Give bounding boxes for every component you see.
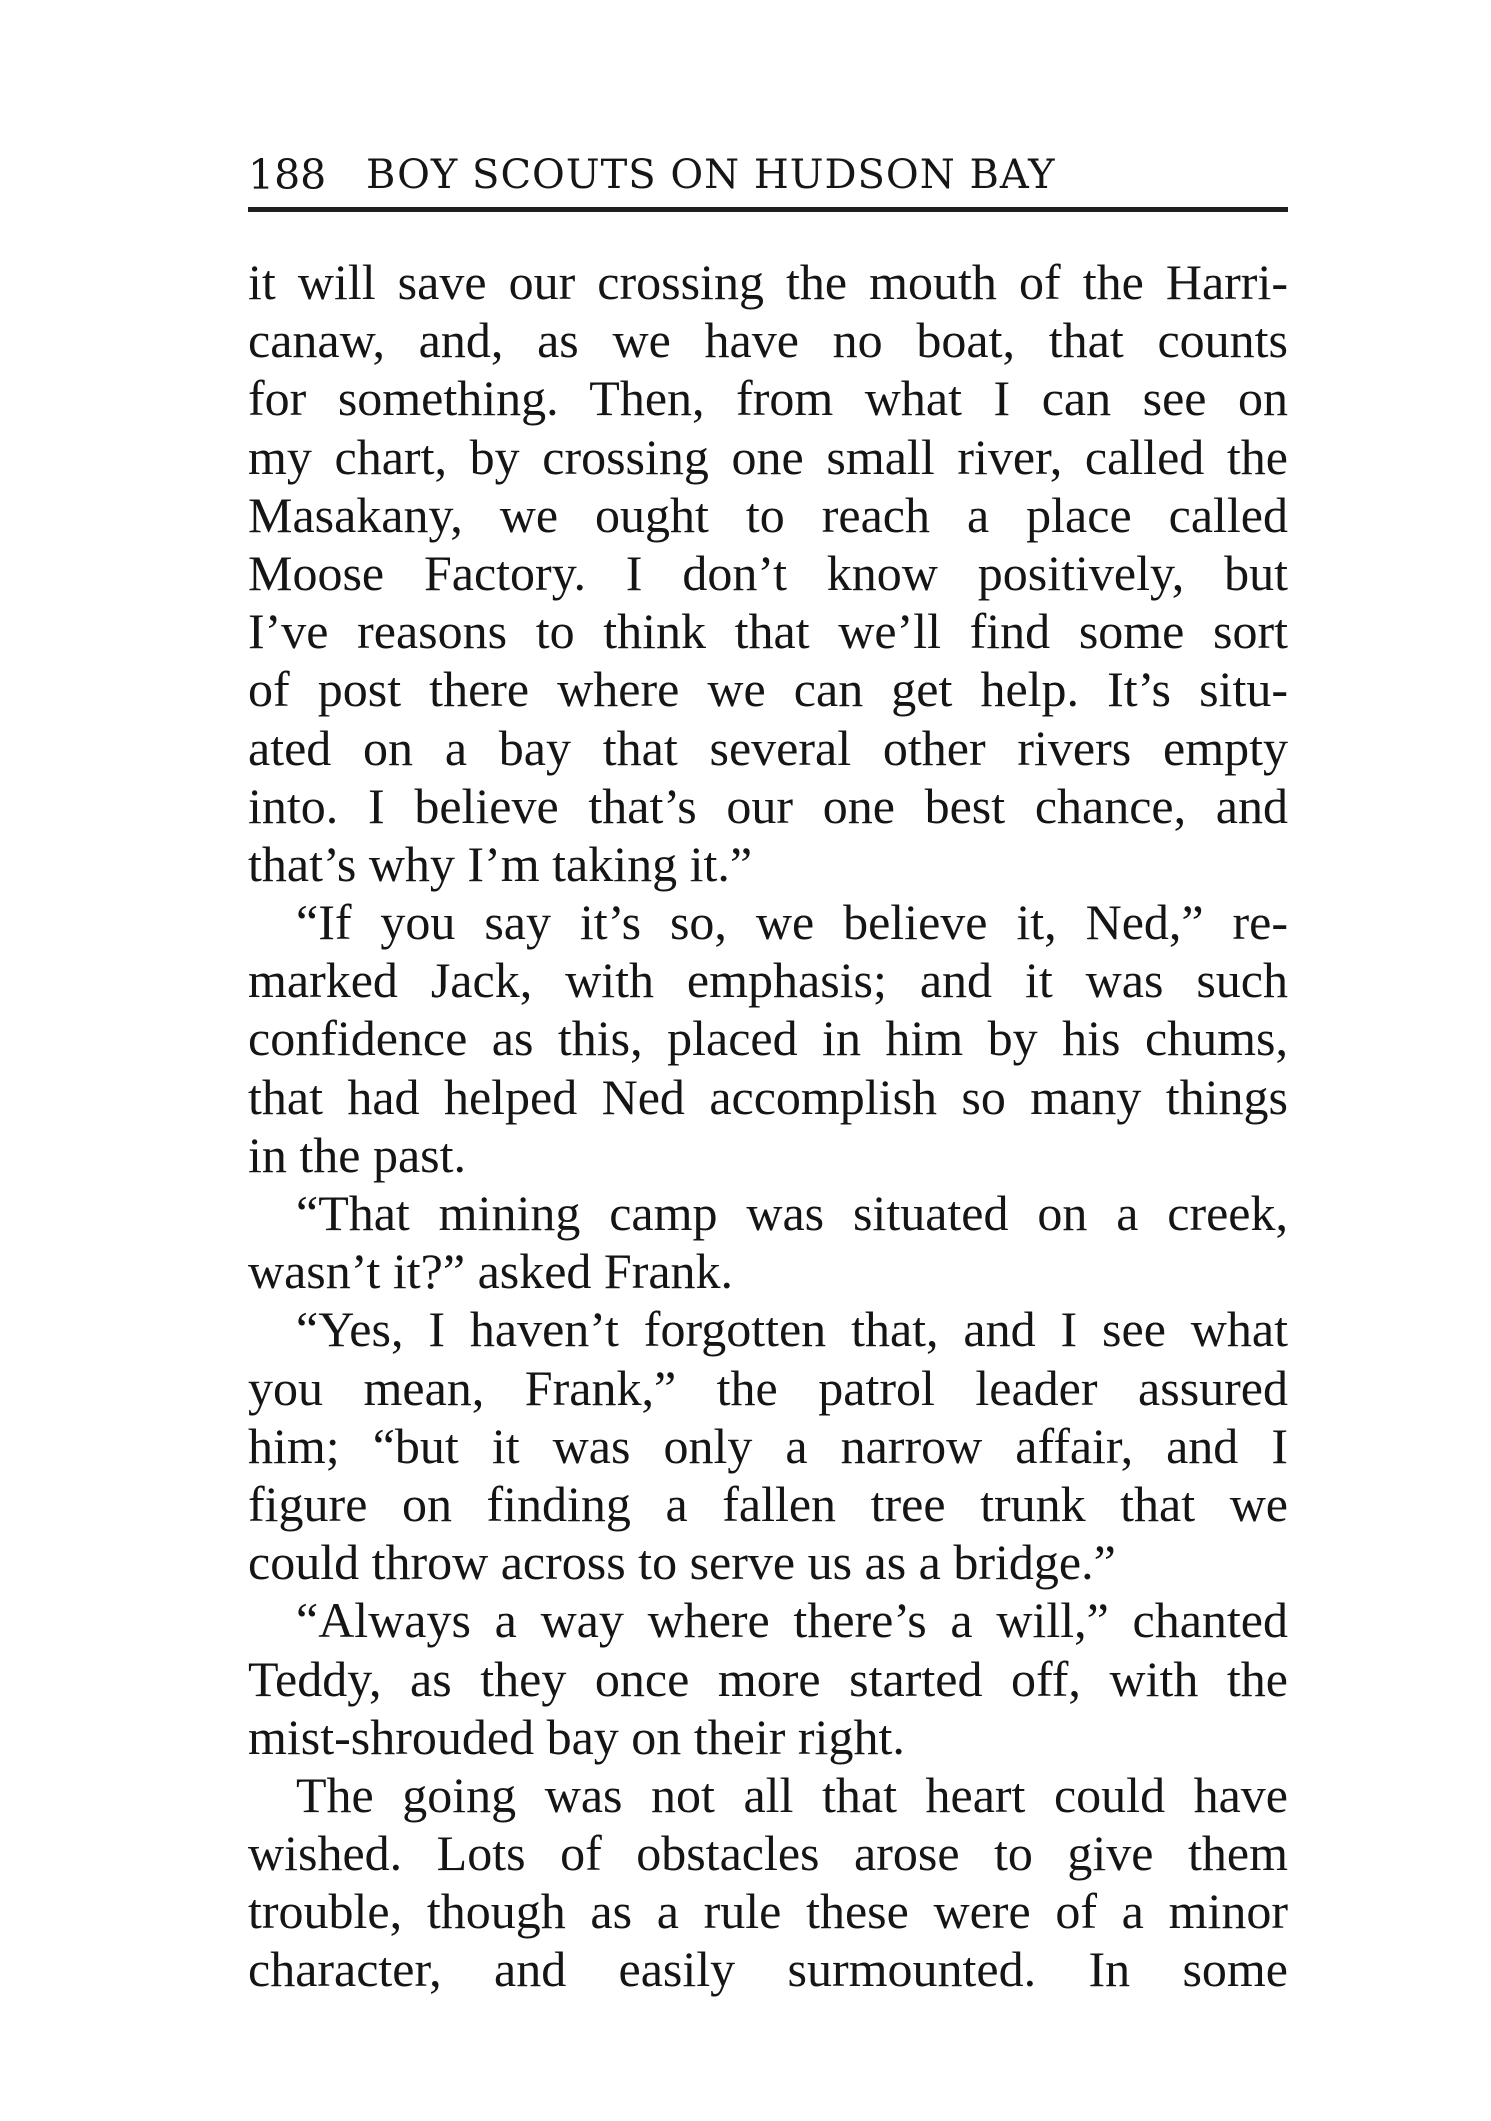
body-text (248, 253, 1288, 1999)
text-line: that had helped Ned accomplish so many things (248, 1068, 1288, 1125)
text-line: in the past. (248, 1126, 467, 1183)
text-line: canaw, and, as we have no boat, that counts (248, 312, 1288, 369)
text-line: “Always a way where there’s a will,” chanted (296, 1592, 1288, 1649)
text-line: could throw across to serve us as a bridge.” (248, 1534, 1116, 1591)
text-line: mist-shrouded bay on their right. (248, 1708, 905, 1765)
text-line: figure on finding a fallen tree trunk that we (248, 1475, 1288, 1532)
header-rule (248, 207, 1288, 212)
text-line: “Yes, I haven’t forgotten that, and I see what (296, 1301, 1288, 1358)
text-line: for something. Then, from what I can see on (248, 370, 1288, 427)
text-line: trouble, though as a rule these were of a minor (248, 1883, 1288, 1940)
running-header (248, 147, 1288, 209)
text-line: I’ve reasons to think that we’ll find some sort (248, 603, 1288, 660)
text-line: marked Jack, with emphasis; and it was such (248, 952, 1288, 1009)
text-line: into. I believe that’s our one best chance, and (248, 777, 1288, 834)
text-line: “That mining camp was situated on a creek, (296, 1185, 1288, 1241)
text-line: you mean, Frank,” the patrol leader assured (248, 1359, 1288, 1416)
text-line: him; “but it was only a narrow affair, and I (248, 1417, 1288, 1474)
text-line: Moose Factory. I don’t know positively, but (248, 544, 1288, 601)
text-line: “If you say it’s so, we believe it, Ned,” re- (296, 894, 1288, 951)
text-line: The going was not all that heart could have (296, 1766, 1288, 1823)
text-line: Masakany, we ought to reach a place called (248, 486, 1288, 543)
running-title: BOY SCOUTS ON HUDSON BAY (366, 152, 1056, 198)
text-line: ated on a bay that several other rivers empty (248, 719, 1288, 776)
text-line: it will save our crossing the mouth of the Harri- (248, 254, 1288, 310)
text-line: character, and easily surmounted. In some (248, 1941, 1288, 1998)
text-line: wasn’t it?” asked Frank. (248, 1243, 734, 1300)
page-number: 188 (248, 151, 327, 199)
text-line: my chart, by crossing one small river, called the (248, 428, 1288, 485)
text-line: Teddy, as they once more started off, with the (248, 1650, 1288, 1707)
text-line: wished. Lots of obstacles arose to give them (248, 1825, 1288, 1882)
text-line: that’s why I’m taking it.” (248, 835, 753, 892)
text-line: confidence as this, placed in him by his chums, (248, 1010, 1288, 1067)
text-line: of post there where we can get help. It’s situ- (248, 661, 1288, 718)
